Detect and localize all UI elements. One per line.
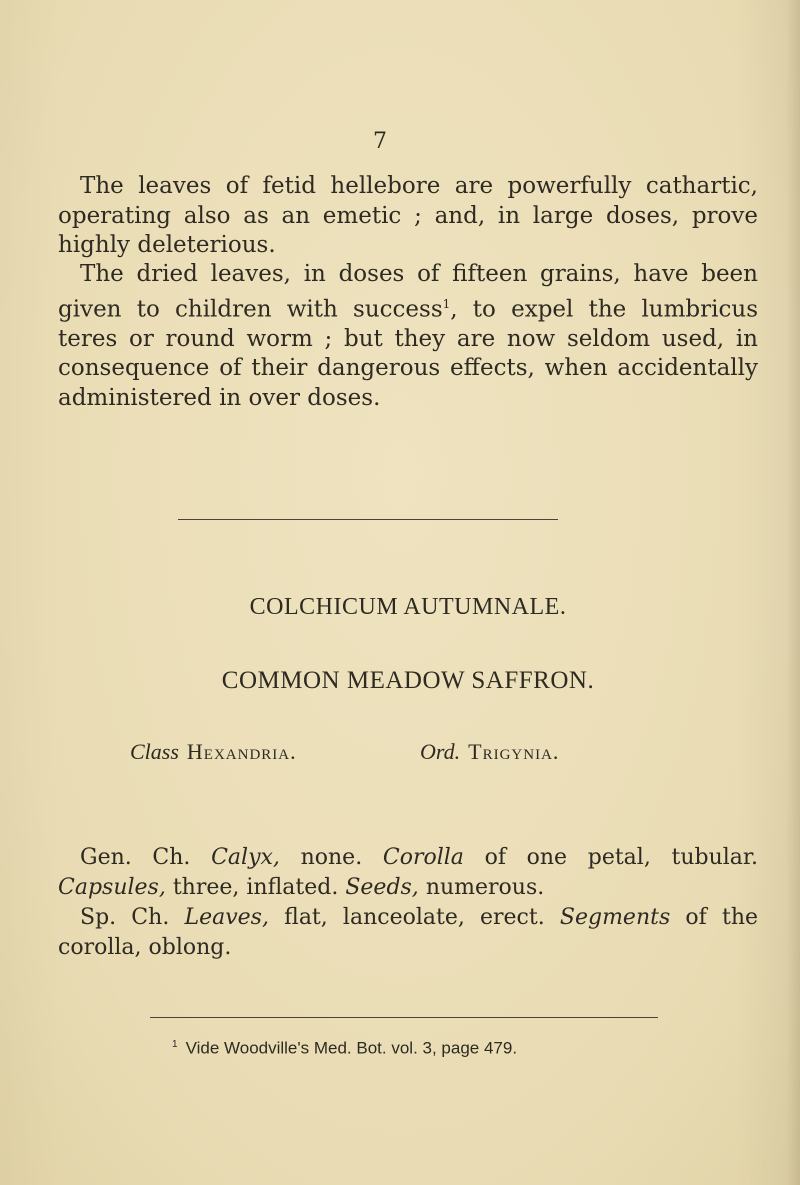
footnote xyxy=(172,1034,732,1060)
generic-character-paragraph xyxy=(58,843,758,963)
paragraph-text: , to expel the lumbricus teres or round worm ; but they are now seldom used, in consequence of their dangerous effects, when accidentally administered in over doses. xyxy=(58,296,759,411)
class-label: Class xyxy=(130,739,179,764)
seeds-value: numerous. xyxy=(425,875,545,900)
paragraph-hellebore-leaves xyxy=(58,172,758,261)
leaves-value: flat, lanceolate, erect. xyxy=(284,905,545,930)
segments-label: Segments xyxy=(559,905,671,930)
order-value: Trigynia. xyxy=(468,739,560,764)
species-common-heading: COMMON MEADOW SAFFRON. xyxy=(221,667,595,694)
paragraph-text: The leaves of fetid hellebore are powerfully cathartic, operating also as an emetic ; and, in large doses, prove highly deleterious. xyxy=(58,173,758,258)
page-edge-shadow xyxy=(786,0,800,1185)
footnote-reference[interactable]: 1 xyxy=(442,296,451,311)
footnote-mark: 1 xyxy=(172,1039,178,1050)
calyx-label: Calyx, xyxy=(211,845,280,870)
footnote-text: Vide Woodville's Med. Bot. vol. 3, page 479. xyxy=(185,1038,518,1058)
seeds-label: Seeds, xyxy=(345,875,419,900)
corolla-value: of one petal, tubular. xyxy=(484,845,758,870)
segments-value: of the corolla, oblong. xyxy=(58,905,759,960)
section-divider xyxy=(178,519,558,520)
page-number: 7 xyxy=(373,129,387,154)
paragraph-text: The dried leaves, in doses of fifteen grains, have been given to children with success xyxy=(58,261,758,323)
footnote-divider xyxy=(150,1017,658,1018)
gen-label: Gen. Ch. xyxy=(80,845,191,870)
class-value: Hexandria. xyxy=(186,739,297,764)
order-line xyxy=(420,739,559,765)
paragraph-dried-leaves xyxy=(58,260,758,413)
class-line xyxy=(130,739,297,765)
leaves-label: Leaves, xyxy=(184,905,269,930)
species-latin-heading: COLCHICUM AUTUMNALE. xyxy=(249,594,567,620)
corolla-label: Corolla xyxy=(382,845,464,870)
sp-label: Sp. Ch. xyxy=(80,905,170,930)
order-label: Ord. xyxy=(420,739,461,764)
capsules-label: Capsules, xyxy=(58,875,166,900)
capsules-value: three, inflated. xyxy=(172,875,339,900)
calyx-value: none. xyxy=(300,845,363,870)
